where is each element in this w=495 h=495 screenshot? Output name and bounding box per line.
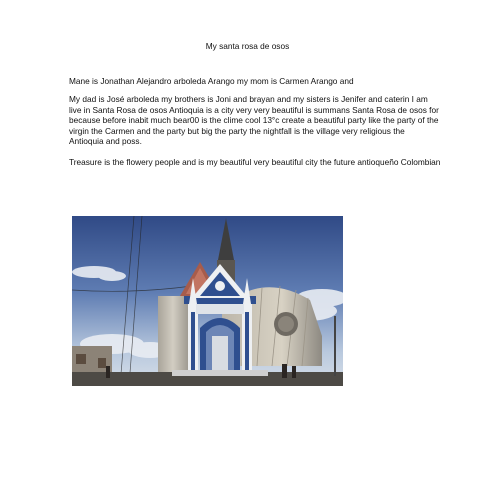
church-photo	[72, 216, 343, 386]
church-photo-illustration	[72, 216, 343, 386]
paragraph-treasure: Treasure is the flowery people and is my beautiful very beautiful city the future antioqueño Colombian	[69, 157, 441, 167]
paragraph-family: My dad is José arboleda my brothers is Joni and brayan and my sisters is Jenifer and caterin I am live in Santa Rosa de osos Antioquia is a city very very beautiful is summans Santa Rosa de osos for because before inabit much bear00 is the clime cool 13°c create a beautiful party like the party of the virgin the Carmen and the party but big the party the nightfall is the village very religious the Antioquia and poss.	[69, 94, 439, 147]
document-title: My santa rosa de osos	[205, 41, 290, 51]
paragraph-intro: Mane is Jonathan Alejandro arboleda Arango my mom is Carmen Arango and	[69, 76, 354, 86]
